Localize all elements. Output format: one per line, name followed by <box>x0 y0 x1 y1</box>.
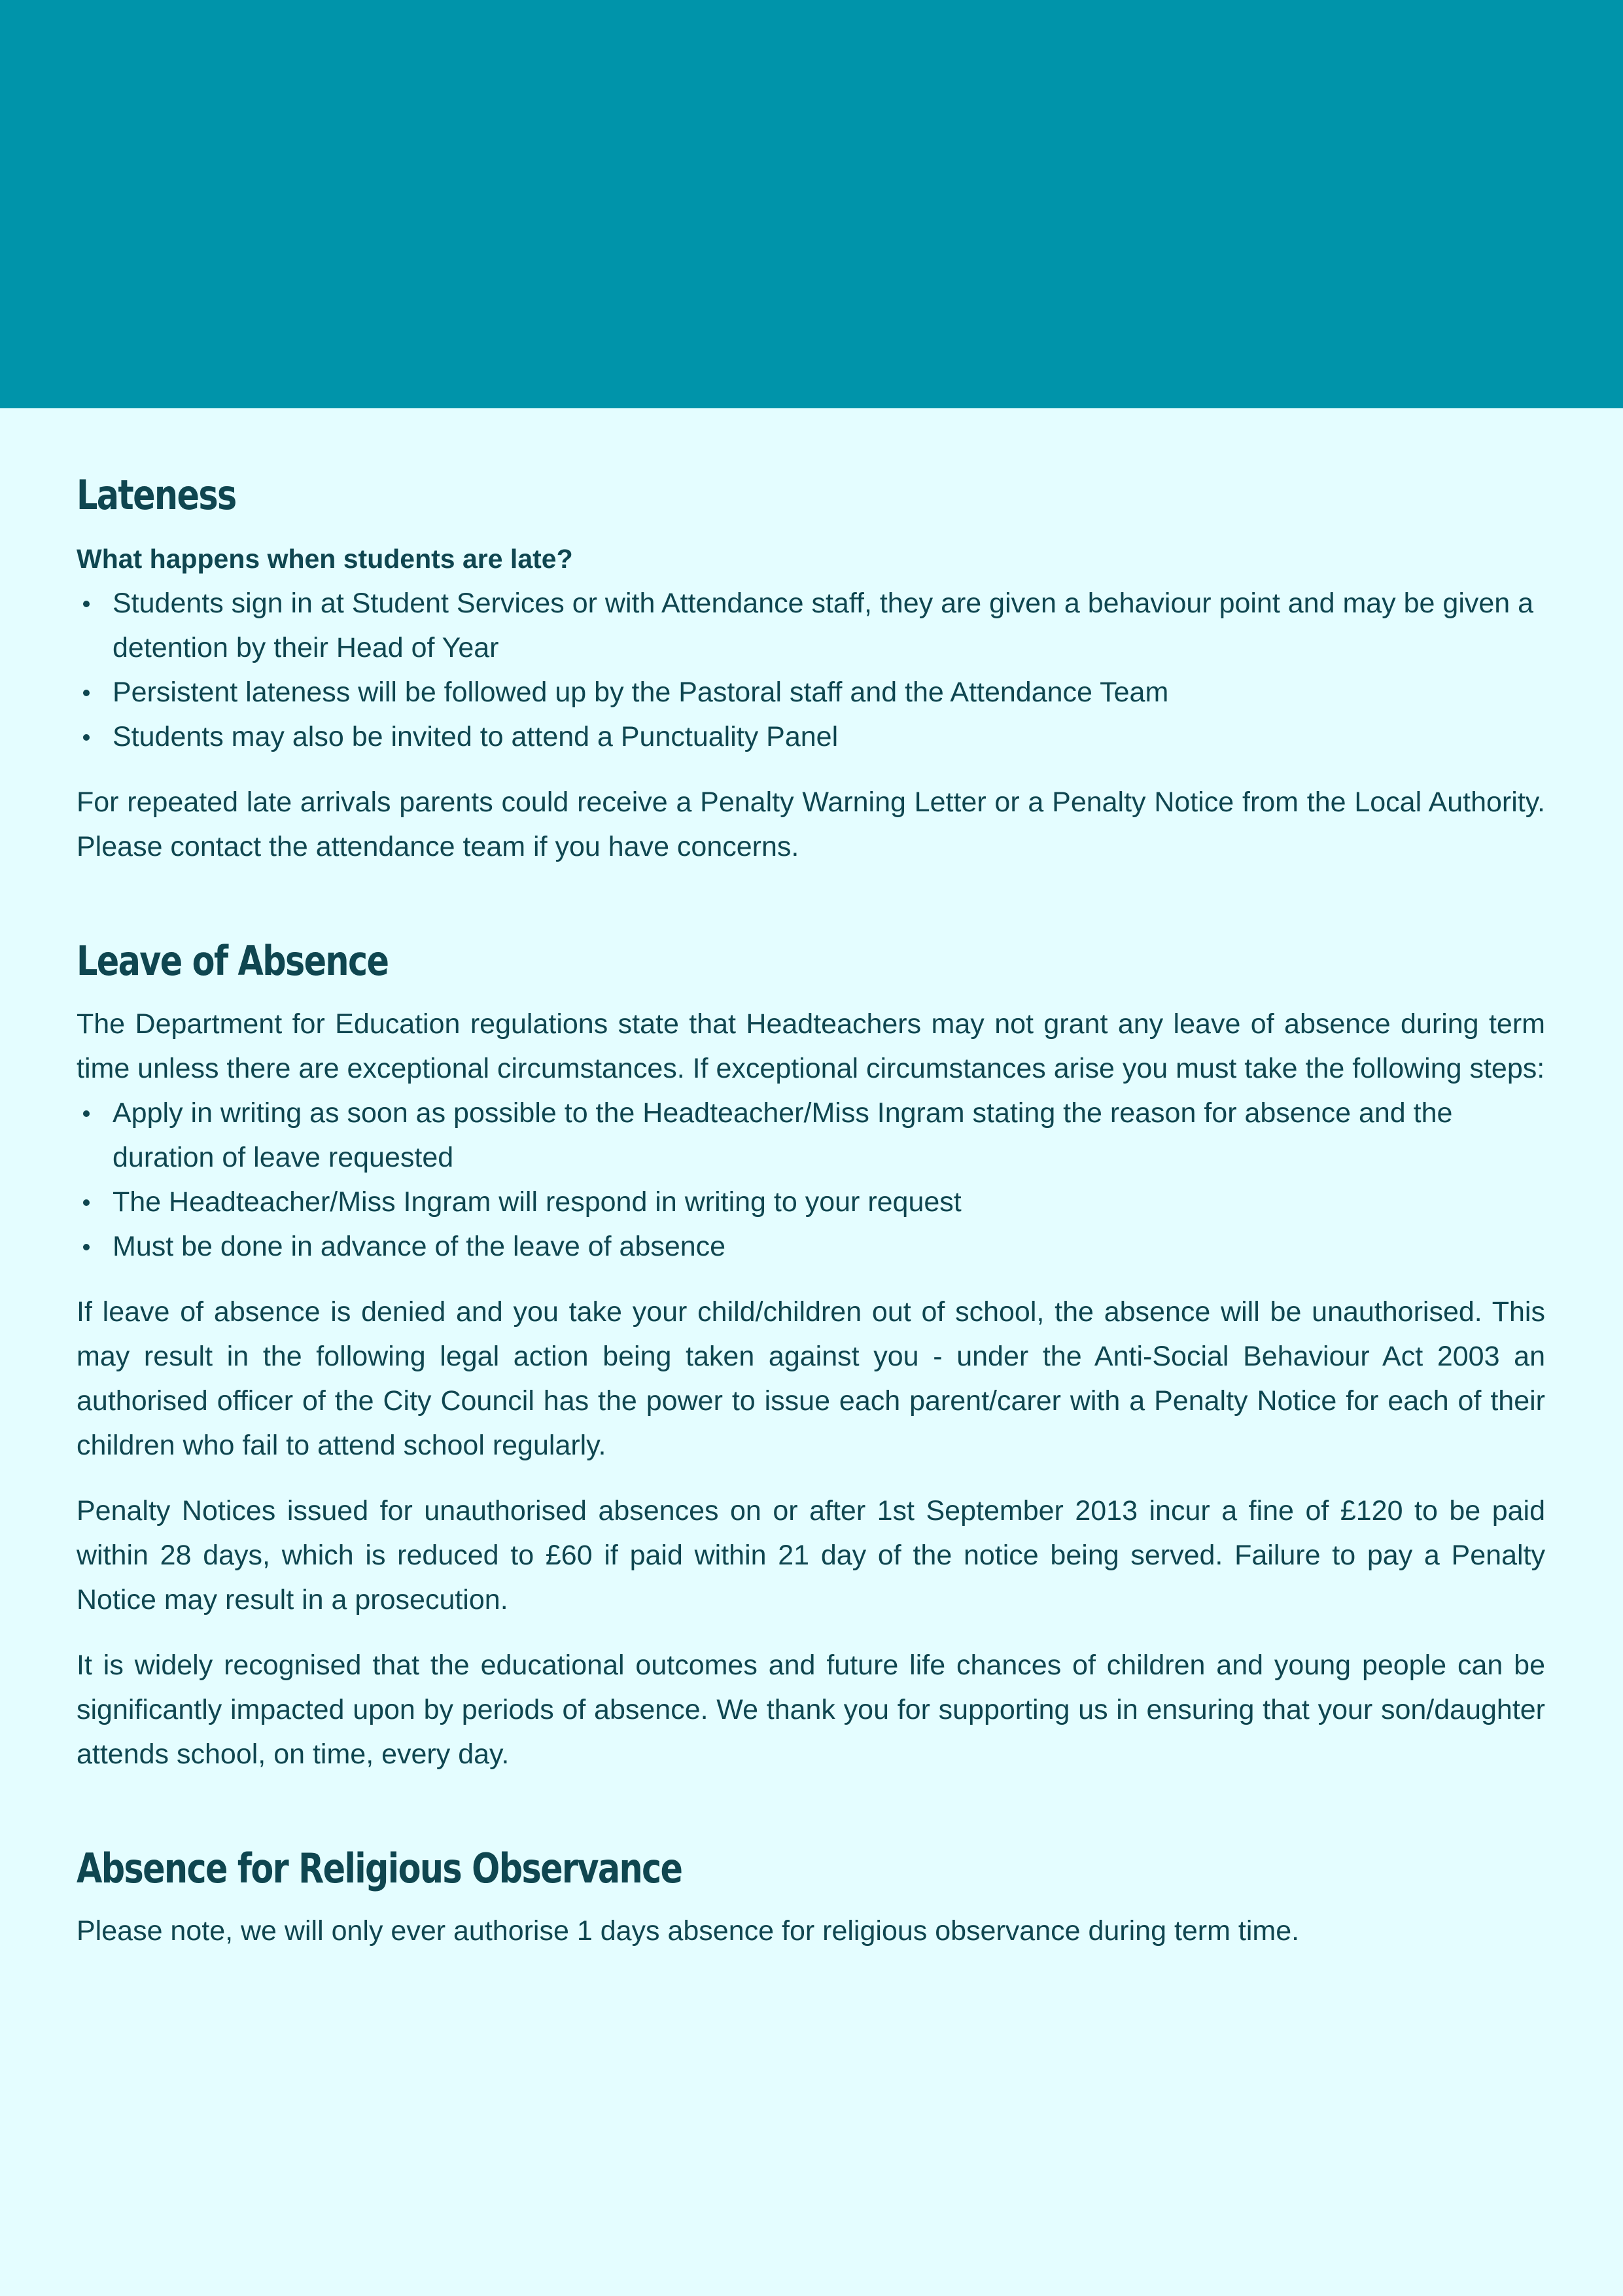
leave-bullet-list <box>77 1091 1545 1269</box>
leave-intro-paragraph: The Department for Education regulations state that Headteachers may not grant any leave of absence during term time unless there are exceptional circumstances. If exceptional circumstances arise you must take the following steps: <box>77 1008 1545 1084</box>
lateness-bullet-3: Students may also be invited to attend a Punctuality Panel <box>77 715 1545 759</box>
leave-of-absence-section <box>77 937 1545 1776</box>
lateness-paragraph: For repeated late arrivals parents could receive a Penalty Warning Letter or a Penalty Notice from the Local Authority. Please contact the attendance team if you have concerns. <box>77 786 1545 863</box>
leave-bullet-3: Must be done in advance of the leave of absence <box>77 1224 1545 1269</box>
lateness-heading: Lateness <box>77 471 236 519</box>
lateness-bullet-2: Persistent lateness will be followed up by the Pastoral staff and the Attendance Team <box>77 670 1545 715</box>
leave-bullet-1: Apply in writing as soon as possible to the Headteacher/Miss Ingram stating the reason for absence and the duration of leave requested <box>77 1091 1526 1180</box>
leave-bullet-2: The Headteacher/Miss Ingram will respond in writing to your request <box>77 1180 1545 1224</box>
leave-paragraph-1: If leave of absence is denied and you take your child/children out of school, the absence will be unauthorised. This may result in the following legal action being taken against you - under the Anti-Social Behaviour Act 2003 an authorised officer of the City Council has the power to issue each parent/carer with a Penalty Notice for each of their children who fail to attend school regularly. <box>77 1296 1545 1461</box>
leave-paragraph-2: Penalty Notices issued for unauthorised absences on or after 1st September 2013 incur a fine of £120 to be paid within 28 days, which is reduced to £60 if paid within 21 day of the notice being served. Failure to pay a Penalty Notice may result in a prosecution. <box>77 1494 1545 1616</box>
lateness-bullet-list <box>77 581 1545 759</box>
lateness-bullet-1: Students sign in at Student Services or with Attendance staff, they are given a behaviour point and may be given a detention by their Head of Year <box>77 581 1545 670</box>
lateness-section <box>77 471 1545 869</box>
leave-heading: Leave of Absence <box>77 937 389 985</box>
header-band <box>0 0 1623 408</box>
document-body <box>77 471 1545 1953</box>
religious-heading: Absence for Religious Observance <box>77 1844 682 1892</box>
leave-paragraph-3: It is widely recognised that the educational outcomes and future life chances of children and young people can be significantly impacted upon by periods of absence. We thank you for supporting us in ensuring that your son/daughter attends school, on time, every day. <box>77 1649 1545 1770</box>
religious-observance-section <box>77 1845 1545 1953</box>
lateness-subheading: What happens when students are late? <box>77 544 573 574</box>
religious-paragraph: Please note, we will only ever authorise 1 days absence for religious observance during term time. <box>77 1915 1300 1947</box>
